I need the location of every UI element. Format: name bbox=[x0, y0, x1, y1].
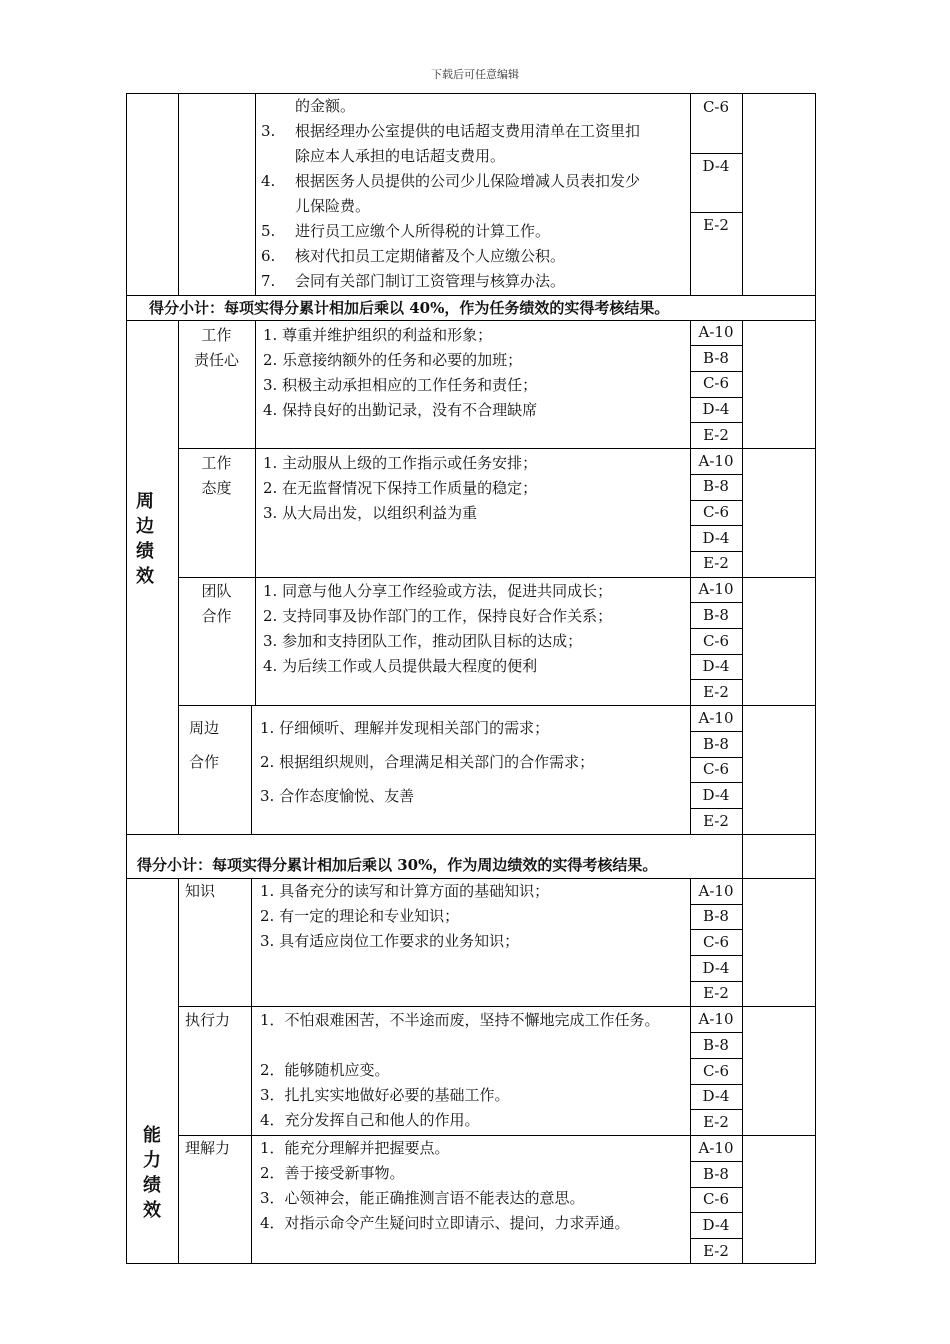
assessment-table bbox=[126, 93, 816, 1264]
group-label: 团队 bbox=[201, 582, 232, 600]
group-label: 周边 bbox=[188, 719, 219, 737]
grade-cell: B-8 bbox=[703, 606, 729, 624]
grade-cell: C-6 bbox=[702, 933, 730, 951]
peripheral-subtotal: 得分小计：每项实得分累计相加后乘以 30%，作为周边绩效的实得考核结果。 bbox=[137, 856, 658, 874]
grade-cell: D-4 bbox=[702, 786, 730, 804]
criterion-item: 3. 积极主动承担相应的工作任务和责任； bbox=[263, 376, 538, 394]
grade-cell: A-10 bbox=[698, 709, 734, 727]
criterion-item: 1. 尊重并维护组织的利益和形象； bbox=[263, 326, 493, 344]
task-item: 4. 根据医务人员提供的公司少儿保险增减人员表扣发少 bbox=[261, 172, 641, 190]
task-item: 儿保险费。 bbox=[295, 197, 371, 215]
criterion-item: 2. 乐意接纳额外的任务和必要的加班； bbox=[263, 351, 523, 369]
group-label: 责任心 bbox=[193, 351, 239, 369]
criterion-item: 2．善于接受新事物。 bbox=[260, 1164, 405, 1182]
grade-cell: C-6 bbox=[702, 1190, 730, 1208]
criterion-item: 4. 保持良好的出勤记录，没有不合理缺席 bbox=[263, 401, 538, 419]
criterion-item: 1. 仔细倾听、理解并发现相关部门的需求； bbox=[260, 719, 550, 737]
group-label: 执行力 bbox=[185, 1011, 231, 1029]
task-subtotal: 得分小计：每项实得分累计相加后乘以 40%，作为任务绩效的实得考核结果。 bbox=[149, 299, 670, 317]
task-item: 6. 核对代扣员工定期储蓄及个人应缴公积。 bbox=[261, 247, 566, 265]
criterion-item: 2. 在无监督情况下保持工作质量的稳定； bbox=[263, 479, 538, 497]
task-item: 3. 根据经理办公室提供的电话超支费用清单在工资里扣 bbox=[261, 122, 641, 140]
criterion-item: 4．充分发挥自己和他人的作用。 bbox=[260, 1111, 480, 1129]
criterion-item: 2. 支持同事及协作部门的工作，保持良好合作关系； bbox=[263, 607, 613, 625]
criterion-item: 4．对指示命令产生疑问时立即请示、提问，力求弄通。 bbox=[260, 1214, 630, 1232]
criterion-item: 4. 为后续工作或人员提供最大程度的便利 bbox=[263, 657, 538, 675]
grade-cell: C-6 bbox=[702, 374, 730, 392]
criterion-item: 3．心领神会，能正确推测言语不能表达的意思。 bbox=[260, 1189, 585, 1207]
criterion-item: 2．能够随机应变。 bbox=[260, 1061, 390, 1079]
grade-cell: A-10 bbox=[698, 452, 734, 470]
grade-cell: D-4 bbox=[702, 1087, 730, 1105]
criterion-item: 3. 从大局出发，以组织利益为重 bbox=[263, 504, 478, 522]
task-item: 7. 会同有关部门制订工资管理与核算办法。 bbox=[261, 272, 566, 290]
grade-cell: C-6 bbox=[702, 503, 730, 521]
criterion-item: 1. 同意与他人分享工作经验或方法，促进共同成长； bbox=[263, 582, 613, 600]
task-item: 5. 进行员工应缴个人所得税的计算工作。 bbox=[261, 222, 551, 240]
criterion-item: 3．扎扎实实地做好必要的基础工作。 bbox=[260, 1086, 510, 1104]
grade-cell: C-6 bbox=[702, 98, 730, 116]
category-label-ability: 能力绩效 bbox=[143, 1125, 161, 1221]
criterion-item: 1．能充分理解并把握要点。 bbox=[260, 1139, 450, 1157]
criterion-item: 1. 具备充分的读写和计算方面的基础知识； bbox=[260, 882, 550, 900]
grade-cell: E-2 bbox=[703, 984, 729, 1002]
grade-cell: E-2 bbox=[703, 426, 729, 444]
grade-cell: B-8 bbox=[703, 735, 729, 753]
grade-cell: D-4 bbox=[702, 400, 730, 418]
grade-cell: A-10 bbox=[698, 1010, 734, 1028]
criterion-item: 3. 具有适应岗位工作要求的业务知识； bbox=[260, 932, 520, 950]
grade-cell: B-8 bbox=[703, 907, 729, 925]
grade-cell: B-8 bbox=[703, 477, 729, 495]
category-label-peripheral: 周边绩效 bbox=[136, 491, 154, 587]
group-label: 合作 bbox=[188, 753, 219, 771]
grade-cell: E-2 bbox=[703, 1113, 729, 1131]
task-item: 除应本人承担的电话超支费用。 bbox=[295, 147, 506, 165]
grade-cell: D-4 bbox=[702, 1216, 730, 1234]
group-label: 知识 bbox=[185, 882, 216, 900]
group-label: 合作 bbox=[201, 607, 232, 625]
criterion-item: 2. 有一定的理论和专业知识； bbox=[260, 907, 460, 925]
criterion-item: 1．不怕艰难困苦，不半途而废，坚持不懈地完成工作任务。 bbox=[260, 1011, 660, 1029]
grade-cell: D-4 bbox=[702, 157, 730, 175]
group-label: 工作 bbox=[201, 454, 232, 472]
grade-cell: D-4 bbox=[702, 959, 730, 977]
grade-cell: B-8 bbox=[703, 1165, 729, 1183]
grade-cell: D-4 bbox=[702, 529, 730, 547]
grade-cell: C-6 bbox=[702, 1062, 730, 1080]
grade-cell: B-8 bbox=[703, 1036, 729, 1054]
group-label: 理解力 bbox=[185, 1139, 231, 1157]
criterion-item: 3. 参加和支持团队工作，推动团队目标的达成； bbox=[263, 632, 583, 650]
grade-cell: D-4 bbox=[702, 657, 730, 675]
grade-cell: E-2 bbox=[703, 1242, 729, 1260]
grade-cell: A-10 bbox=[698, 323, 734, 341]
page-header: 下载后可任意编辑 bbox=[431, 68, 519, 81]
grade-cell: E-2 bbox=[703, 554, 729, 572]
grade-cell: E-2 bbox=[703, 216, 729, 234]
grade-cell: E-2 bbox=[703, 683, 729, 701]
group-label: 工作 bbox=[201, 326, 232, 344]
grade-cell: C-6 bbox=[702, 760, 730, 778]
group-label: 态度 bbox=[201, 479, 232, 497]
grade-cell: C-6 bbox=[702, 632, 730, 650]
grade-cell: E-2 bbox=[703, 812, 729, 830]
grade-cell: B-8 bbox=[703, 349, 729, 367]
criterion-item: 2. 根据组织规则，合理满足相关部门的合作需求； bbox=[260, 753, 595, 771]
task-item: 的金额。 bbox=[295, 97, 356, 115]
grade-cell: A-10 bbox=[698, 1139, 734, 1157]
grade-cell: A-10 bbox=[698, 580, 734, 598]
criterion-item: 3. 合作态度愉悦、友善 bbox=[260, 787, 415, 805]
grade-cell: A-10 bbox=[698, 882, 734, 900]
criterion-item: 1. 主动服从上级的工作指示或任务安排； bbox=[263, 454, 538, 472]
